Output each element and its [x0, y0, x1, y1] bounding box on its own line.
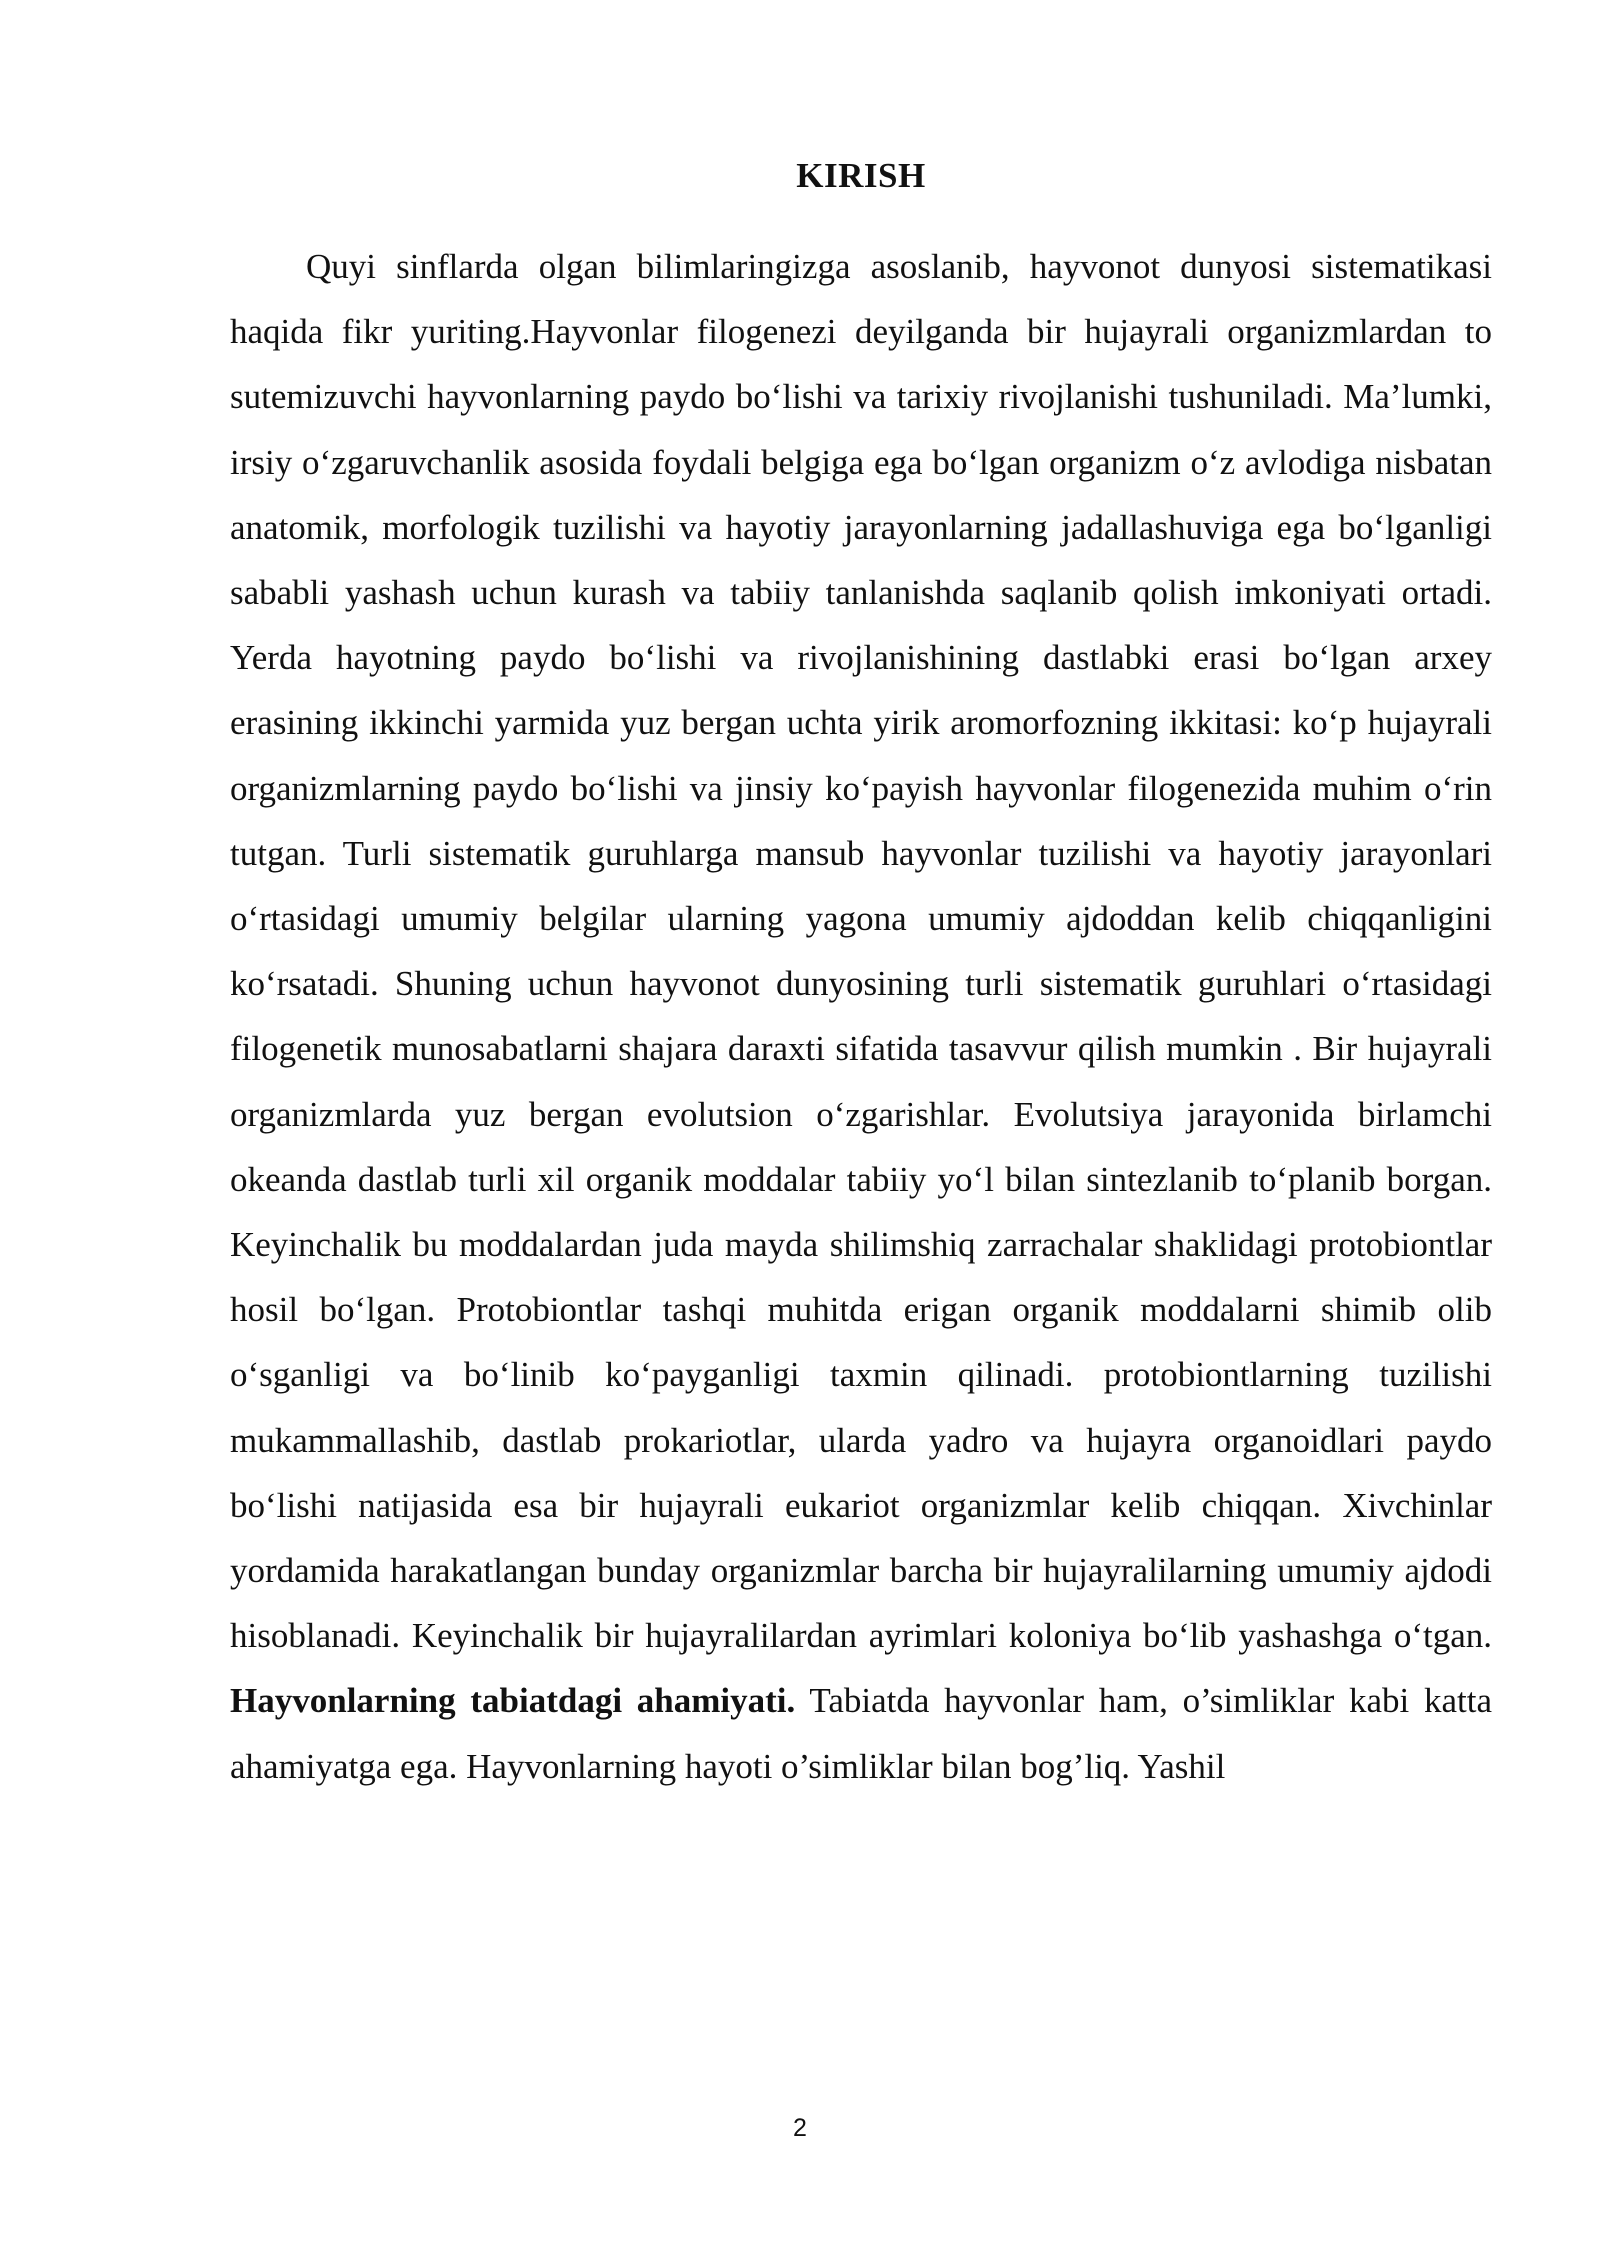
paragraph-text-part1: Quyi sinflarda olgan bilimlaringizga asoslanib, hayvonot dunyosi sistematikasi haqida fikr yuriting.Hayvonlar filogenezi deyilganda bir hujayrali organizmlardan to sutemizuvchi hayvonlarning paydo bo‘lishi va tarixiy rivojlanishi tushuniladi. Ma’lumki, irsiy o‘zgaruvchanlik asosida foydali belgiga ega bo‘lgan organizm o‘z avlodiga nisbatan anatomik, morfologik tuzilishi va hayotiy jarayonlarning jadallashuviga ega bo‘lganligi sababli yashash uchun kurash va tabiiy tanlanishda saqlanib qolish imkoniyati ortadi. Yerda hayotning paydo bo‘lishi va rivojlanishining dastlabki erasi bo‘lgan arxey erasining ikkinchi yarmida yuz bergan uchta yirik aromorfozning ikkitasi: ko‘p hujayrali organizmlarning paydo bo‘lishi va jinsiy ko‘payish hayvonlar filogenezida muhim o‘rin tutgan. Turli sistematik guruhlarga mansub hayvonlar tuzilishi va hayotiy jarayonlari o‘rtasidagi umumiy belgilar ularning yagona umumiy ajdoddan kelib chiqqanligini ko‘rsatadi. Shuning uchun hayvonot dunyosining turli sistematik guruhlari o‘rtasidagi filogenetik munosabatlarni shajara daraxti sifatida tasavvur qilish mumkin . Bir hujayrali organizmlarda yuz bergan evolutsion o‘zgarishlar. Evolutsiya jarayonida birlamchi okeanda dastlab turli xil organik moddalar tabiiy yo‘l bilan sintezlanib to‘planib borgan. Keyinchalik bu moddalardan juda mayda shilimshiq zarrachalar shaklidagi protobiontlar hosil bo‘lgan. Protobiontlar tashqi muhitda erigan organik moddalarni shimib olib o‘sganligi va bo‘linib ko‘payganligi taxmin qilinadi. protobiontlarning tuzilishi mukammallashib, dastlab prokariotlar, ularda yadro va hujayra organoidlari paydo bo‘lishi natijasida esa bir hujayrali eukariot organizmlar kelib chiqqan. Xivchinlar yordamida harakatlangan bunday organizmlar barcha bir hujayralilarning umumiy ajdodi hisoblanadi. Keyinchalik bir hujayralilardan ayrimlari koloniya bo‘lib yashashga o‘tgan. — [230, 247, 1492, 1656]
body-paragraph — [230, 234, 1492, 1799]
page-title: KIRISH — [796, 156, 926, 195]
paragraph-text-part2: Tabiatda hayvonlar ham, o’simliklar kabi katta ahamiyatga ega. Hayvonlarning hayoti o’simliklar bilan bog’liq. Yashil — [230, 1681, 1492, 1786]
bold-heading: Hayvonlarning tabiatdagi ahamiyati. — [230, 1681, 796, 1721]
page-number: 2 — [793, 2114, 807, 2142]
